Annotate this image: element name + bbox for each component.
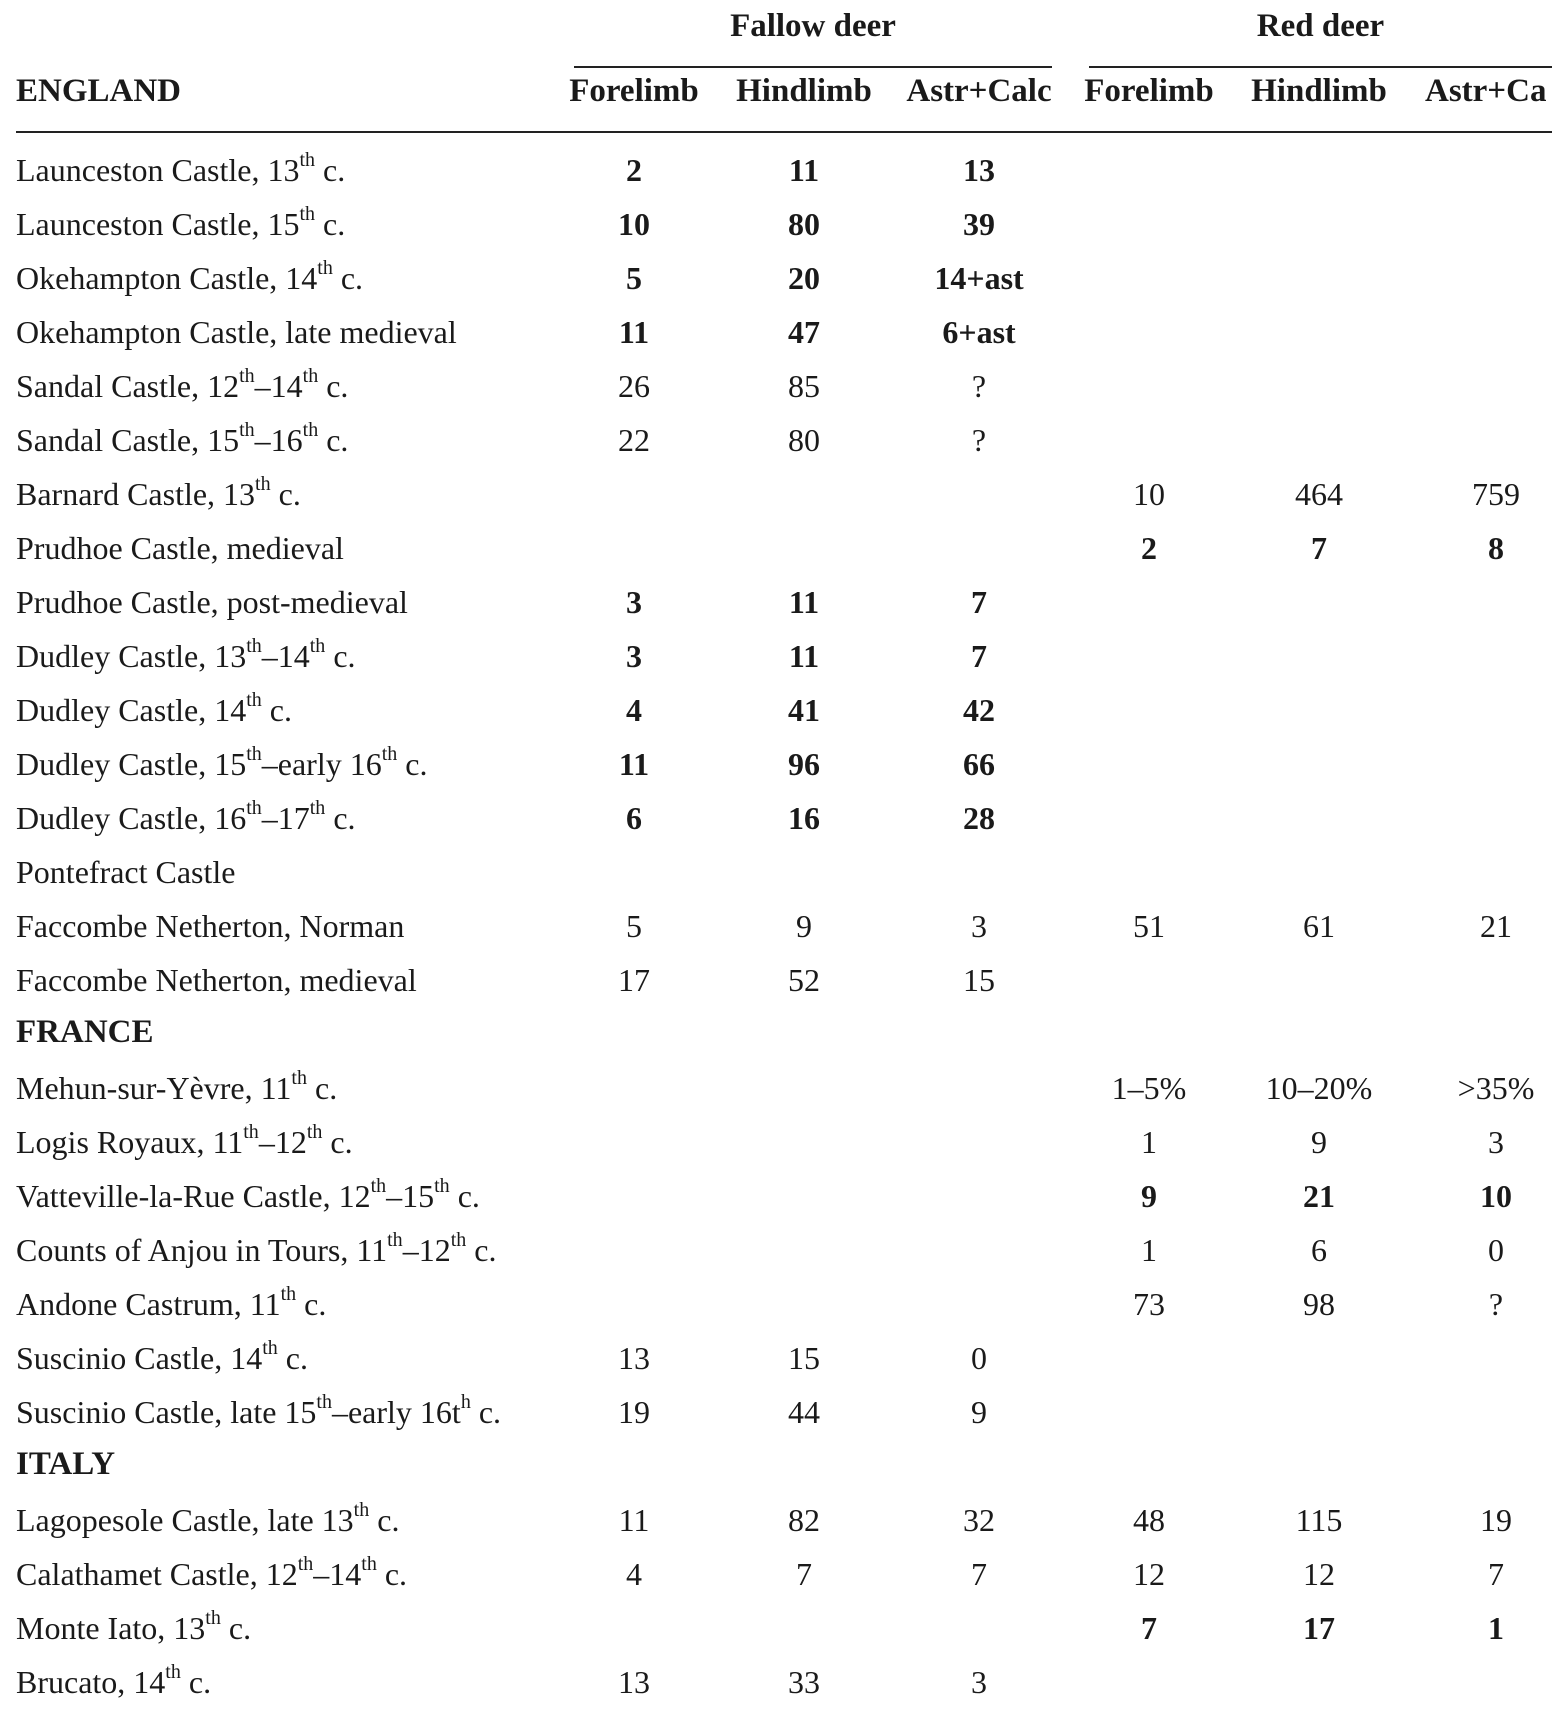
value-cell: 115 bbox=[1295, 1502, 1343, 1538]
value-cell: 73 bbox=[1133, 1286, 1165, 1322]
value-cell: 7 bbox=[1311, 530, 1327, 566]
section-label: ITALY bbox=[16, 1446, 116, 1482]
value-cell: 1–5% bbox=[1111, 1070, 1187, 1106]
value-cell: 11 bbox=[618, 746, 650, 782]
value-cell: 12 bbox=[1303, 1556, 1335, 1592]
value-cell: 16 bbox=[788, 800, 820, 836]
site-name: Okehampton Castle, 14th c. bbox=[16, 257, 364, 296]
value-cell: 7 bbox=[1488, 1556, 1504, 1592]
value-cell: 6 bbox=[626, 800, 642, 836]
site-name: Sandal Castle, 15th–16th c. bbox=[16, 419, 349, 458]
value-cell: 5 bbox=[626, 260, 642, 296]
value-cell: 3 bbox=[1488, 1124, 1504, 1160]
value-cell: 11 bbox=[788, 152, 820, 188]
table-row bbox=[0, 1494, 1552, 1548]
value-cell: 17 bbox=[1303, 1610, 1335, 1646]
table-row bbox=[0, 900, 1552, 954]
value-cell: 5 bbox=[626, 908, 642, 944]
value-cell: 19 bbox=[618, 1394, 650, 1430]
header-rule bbox=[16, 131, 1552, 133]
col-red-astr-calc: Astr+Ca bbox=[1425, 73, 1547, 109]
value-cell: 7 bbox=[796, 1556, 812, 1592]
site-name: Dudley Castle, 15th–early 16th c. bbox=[16, 743, 428, 782]
site-name: Counts of Anjou in Tours, 11th–12th c. bbox=[16, 1229, 497, 1268]
value-cell: 7 bbox=[1141, 1610, 1157, 1646]
col-red-hindlimb: Hindlimb bbox=[1251, 73, 1387, 109]
site-name: Barnard Castle, 13th c. bbox=[16, 473, 301, 512]
value-cell: 0 bbox=[971, 1340, 987, 1376]
value-cell: 3 bbox=[971, 1664, 987, 1700]
value-cell: 7 bbox=[971, 638, 987, 674]
table-row bbox=[0, 1548, 1552, 1602]
value-cell: 464 bbox=[1295, 476, 1343, 512]
value-cell: 11 bbox=[788, 638, 820, 674]
site-name: Launceston Castle, 13th c. bbox=[16, 149, 346, 188]
site-name: Pontefract Castle bbox=[16, 854, 236, 890]
table-row bbox=[0, 468, 1552, 522]
value-cell: 19 bbox=[1480, 1502, 1512, 1538]
value-cell: 13 bbox=[618, 1340, 650, 1376]
site-name: Andone Castrum, 11th c. bbox=[16, 1283, 327, 1322]
value-cell: 3 bbox=[626, 584, 642, 620]
value-cell: 11 bbox=[618, 314, 650, 350]
value-cell: 28 bbox=[963, 800, 995, 836]
value-cell: 17 bbox=[618, 962, 650, 998]
table-row bbox=[0, 738, 1552, 792]
group-rule-red bbox=[1089, 66, 1552, 68]
table-row bbox=[0, 1116, 1552, 1170]
site-name: Okehampton Castle, late medieval bbox=[16, 314, 457, 350]
value-cell: 6 bbox=[1311, 1232, 1327, 1268]
value-cell: 13 bbox=[618, 1664, 650, 1700]
value-cell: 6+ast bbox=[942, 314, 1016, 350]
site-name: Lagopesole Castle, late 13th c. bbox=[16, 1499, 400, 1538]
value-cell: 26 bbox=[618, 368, 650, 404]
value-cell: 11 bbox=[618, 1502, 650, 1538]
value-cell: 2 bbox=[1141, 530, 1157, 566]
value-cell: 80 bbox=[788, 422, 820, 458]
col-fallow-hindlimb: Hindlimb bbox=[736, 73, 872, 109]
table-row bbox=[0, 360, 1552, 414]
table-row bbox=[0, 684, 1552, 738]
value-cell: 21 bbox=[1480, 908, 1512, 944]
group-rule-fallow bbox=[574, 66, 1052, 68]
value-cell: 61 bbox=[1303, 908, 1335, 944]
value-cell: 1 bbox=[1141, 1232, 1157, 1268]
value-cell: 15 bbox=[963, 962, 995, 998]
table-row bbox=[0, 144, 1552, 198]
site-name: Vatteville-la-Rue Castle, 12th–15th c. bbox=[16, 1175, 480, 1214]
value-cell: 9 bbox=[796, 908, 812, 944]
value-cell: 1 bbox=[1141, 1124, 1157, 1160]
site-name: Dudley Castle, 13th–14th c. bbox=[16, 635, 356, 674]
table-row bbox=[0, 792, 1552, 846]
value-cell: 10 bbox=[1133, 476, 1165, 512]
value-cell: 47 bbox=[788, 314, 820, 350]
group-header-red: Red deer bbox=[1256, 8, 1385, 44]
value-cell: 759 bbox=[1472, 476, 1520, 512]
value-cell: ? bbox=[971, 368, 987, 404]
value-cell: 21 bbox=[1303, 1178, 1335, 1214]
site-name: Prudhoe Castle, medieval bbox=[16, 530, 344, 566]
table-row bbox=[0, 198, 1552, 252]
value-cell: 15 bbox=[788, 1340, 820, 1376]
value-cell: 11 bbox=[788, 584, 820, 620]
section-row bbox=[0, 1440, 1552, 1494]
value-cell: 66 bbox=[963, 746, 995, 782]
section-label: FRANCE bbox=[16, 1014, 154, 1050]
value-cell: 14+ast bbox=[934, 260, 1024, 296]
value-cell: ? bbox=[1488, 1286, 1504, 1322]
value-cell: 3 bbox=[626, 638, 642, 674]
col-fallow-astr-calc: Astr+Calc bbox=[906, 73, 1052, 109]
table-row bbox=[0, 252, 1552, 306]
site-name: Suscinio Castle, 14th c. bbox=[16, 1337, 308, 1376]
table-row bbox=[0, 1170, 1552, 1224]
table-row bbox=[0, 576, 1552, 630]
value-cell: 85 bbox=[788, 368, 820, 404]
table-row bbox=[0, 522, 1552, 576]
value-cell: 2 bbox=[626, 152, 642, 188]
site-name: Calathamet Castle, 12th–14th c. bbox=[16, 1553, 408, 1592]
value-cell: 8 bbox=[1488, 530, 1504, 566]
value-cell: 82 bbox=[788, 1502, 820, 1538]
value-cell: 1 bbox=[1488, 1610, 1504, 1646]
value-cell: 51 bbox=[1133, 908, 1165, 944]
value-cell: 98 bbox=[1303, 1286, 1335, 1322]
site-name: Dudley Castle, 14th c. bbox=[16, 689, 292, 728]
site-name: Prudhoe Castle, post-medieval bbox=[16, 584, 408, 620]
value-cell: 7 bbox=[971, 1556, 987, 1592]
value-cell: ? bbox=[971, 422, 987, 458]
value-cell: 20 bbox=[788, 260, 820, 296]
value-cell: 96 bbox=[788, 746, 820, 782]
table-row bbox=[0, 954, 1552, 1008]
table-row bbox=[0, 1656, 1552, 1710]
value-cell: 0 bbox=[1488, 1232, 1504, 1268]
site-name: Launceston Castle, 15th c. bbox=[16, 203, 346, 242]
value-cell: 12 bbox=[1133, 1556, 1165, 1592]
value-cell: 48 bbox=[1133, 1502, 1165, 1538]
value-cell: 13 bbox=[963, 152, 995, 188]
table-row bbox=[0, 846, 1552, 900]
value-cell: 22 bbox=[618, 422, 650, 458]
value-cell: 4 bbox=[626, 1556, 642, 1592]
site-name: Monte Iato, 13th c. bbox=[16, 1607, 252, 1646]
table-row bbox=[0, 1278, 1552, 1332]
table-row bbox=[0, 1224, 1552, 1278]
value-cell: 10–20% bbox=[1265, 1070, 1373, 1106]
table-row bbox=[0, 306, 1552, 360]
site-name: Logis Royaux, 11th–12th c. bbox=[16, 1121, 353, 1160]
table-body bbox=[0, 144, 1552, 1710]
value-cell: 10 bbox=[618, 206, 650, 242]
col-fallow-forelimb: Forelimb bbox=[569, 73, 699, 109]
site-name: Sandal Castle, 12th–14th c. bbox=[16, 365, 349, 404]
table-row bbox=[0, 1062, 1552, 1116]
value-cell: >35% bbox=[1457, 1070, 1535, 1106]
table-row bbox=[0, 1332, 1552, 1386]
table-row bbox=[0, 1602, 1552, 1656]
value-cell: 10 bbox=[1480, 1178, 1512, 1214]
value-cell: 3 bbox=[971, 908, 987, 944]
site-name: Brucato, 14th c. bbox=[16, 1661, 212, 1700]
value-cell: 32 bbox=[963, 1502, 995, 1538]
value-cell: 7 bbox=[971, 584, 987, 620]
col-red-forelimb: Forelimb bbox=[1084, 73, 1214, 109]
value-cell: 4 bbox=[626, 692, 642, 728]
group-header-fallow: Fallow deer bbox=[730, 8, 896, 44]
value-cell: 44 bbox=[788, 1394, 820, 1430]
region-header-england: ENGLAND bbox=[16, 73, 182, 109]
table-row bbox=[0, 630, 1552, 684]
value-cell: 9 bbox=[1141, 1178, 1157, 1214]
site-name: Faccombe Netherton, medieval bbox=[16, 962, 417, 998]
value-cell: 33 bbox=[788, 1664, 820, 1700]
table-row bbox=[0, 414, 1552, 468]
value-cell: 9 bbox=[1311, 1124, 1327, 1160]
value-cell: 41 bbox=[788, 692, 820, 728]
site-name: Faccombe Netherton, Norman bbox=[16, 908, 405, 944]
value-cell: 9 bbox=[971, 1394, 987, 1430]
site-name: Dudley Castle, 16th–17th c. bbox=[16, 797, 356, 836]
site-name: Mehun-sur-Yèvre, 11th c. bbox=[16, 1067, 338, 1106]
table-row bbox=[0, 1386, 1552, 1440]
value-cell: 52 bbox=[788, 962, 820, 998]
section-row bbox=[0, 1008, 1552, 1062]
value-cell: 80 bbox=[788, 206, 820, 242]
site-name: Suscinio Castle, late 15th–early $16t^h$ c. bbox=[16, 1391, 502, 1430]
value-cell: 42 bbox=[963, 692, 995, 728]
value-cell: 39 bbox=[963, 206, 995, 242]
